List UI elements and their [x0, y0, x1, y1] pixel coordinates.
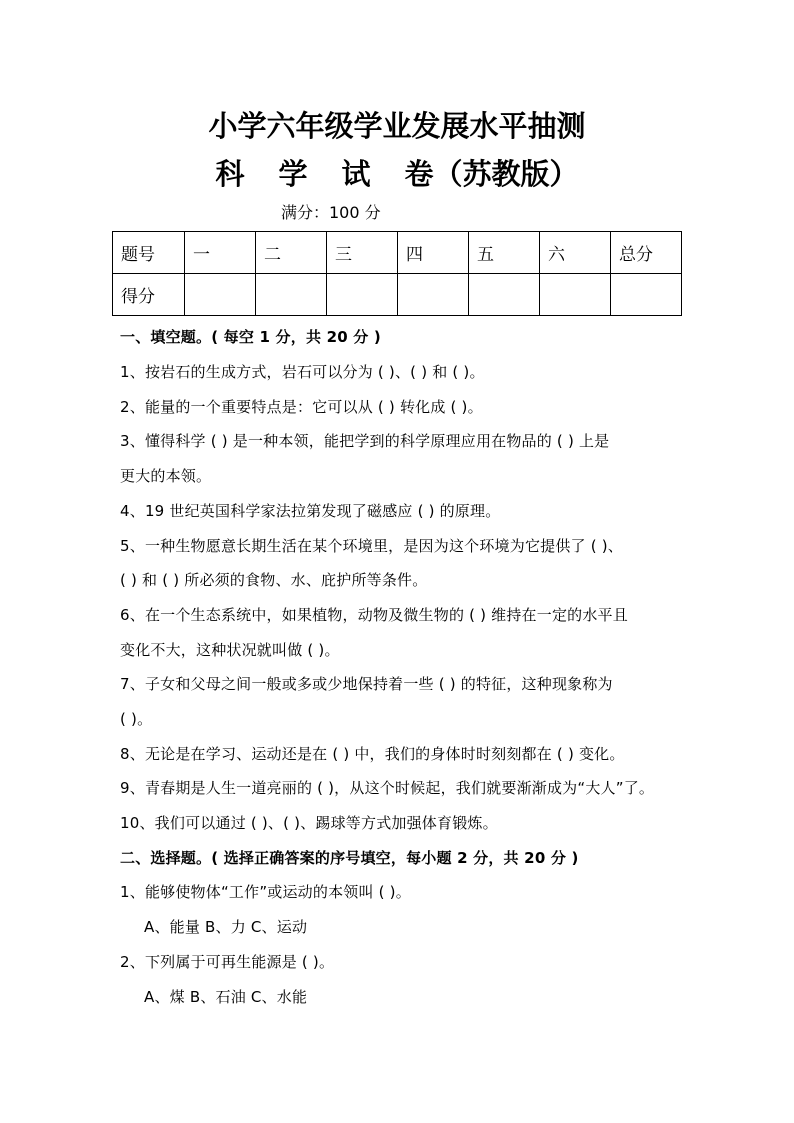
question-line: ( ) 和 ( ) 所必须的食物、水、庇护所等条件。 [120, 571, 428, 589]
score-cell[interactable] [469, 274, 540, 316]
score-header-cell: 题号 [113, 232, 185, 274]
exam-title: 小学六年级学业发展水平抽测 [208, 109, 586, 143]
question-line: ( )。 [120, 710, 153, 728]
question-line: 3、懂得科学 ( ) 是一种本领，能把学到的科学原理应用在物品的 ( ) 上是 [120, 432, 610, 450]
score-header-cell: 六 [540, 232, 611, 274]
full-score: 满分：100 分 [281, 203, 381, 222]
score-header-cell: 四 [398, 232, 469, 274]
question-line: 4、19 世纪英国科学家法拉第发现了磁感应 ( ) 的原理。 [120, 502, 501, 520]
subtitle-part: 科 [215, 157, 245, 191]
question-line: 7、子女和父母之间一般或多或少地保持着一些 ( ) 的特征，这种现象称为 [120, 675, 613, 693]
score-header-cell: 二 [256, 232, 327, 274]
score-cell[interactable] [327, 274, 398, 316]
question-line: 2、能量的一个重要特点是：它可以从 ( ) 转化成 ( )。 [120, 398, 483, 416]
question-line: 8、无论是在学习、运动还是在 ( ) 中，我们的身体时时刻刻都在 ( ) 变化。 [120, 745, 625, 763]
question-line: 5、一种生物愿意长期生活在某个环境里，是因为这个环境为它提供了 ( )、 [120, 537, 623, 555]
score-header-cell: 总分 [611, 232, 682, 274]
score-table [112, 231, 682, 316]
score-table-header-row [113, 232, 682, 274]
score-cell[interactable] [611, 274, 682, 316]
question-line: 变化不大，这种状况就叫做 ( )。 [120, 641, 340, 659]
question-line: 9、青春期是人生一道亮丽的 ( )，从这个时候起，我们就要渐渐成为“大人”了。 [120, 779, 655, 797]
subtitle-part: 学 [278, 157, 308, 191]
question-line: 10、我们可以通过 ( )、( )、踢球等方式加强体育锻炼。 [120, 814, 498, 832]
subtitle-part: 卷（苏教版） [404, 157, 579, 191]
question-line: 1、按岩石的生成方式，岩石可以分为 ( )、( ) 和 ( )。 [120, 363, 485, 381]
score-cell[interactable] [185, 274, 256, 316]
subtitle-part: 试 [341, 157, 371, 191]
section-1-heading: 一、填空题。( 每空 1 分，共 20 分 ) [120, 328, 381, 346]
question-options: A、煤 B、石油 C、水能 [144, 988, 308, 1006]
question-line: 6、在一个生态系统中，如果植物，动物及微生物的 ( ) 维持在一定的水平且 [120, 606, 628, 624]
question-options: A、能量 B、力 C、运动 [144, 918, 308, 936]
score-table-score-row [113, 274, 682, 316]
score-header-cell: 五 [469, 232, 540, 274]
question-line: 1、能够使物体“工作”或运动的本领叫 ( )。 [120, 883, 411, 901]
section-2-heading: 二、选择题。( 选择正确答案的序号填空，每小题 2 分，共 20 分 ) [120, 849, 579, 867]
score-cell[interactable] [398, 274, 469, 316]
score-header-cell: 一 [185, 232, 256, 274]
score-header-cell: 三 [327, 232, 398, 274]
exam-subtitle [0, 152, 794, 193]
question-line: 2、下列属于可再生能源是 ( )。 [120, 953, 335, 971]
score-cell[interactable] [256, 274, 327, 316]
score-row-label: 得分 [113, 274, 185, 316]
question-line: 更大的本领。 [120, 467, 212, 485]
score-cell[interactable] [540, 274, 611, 316]
